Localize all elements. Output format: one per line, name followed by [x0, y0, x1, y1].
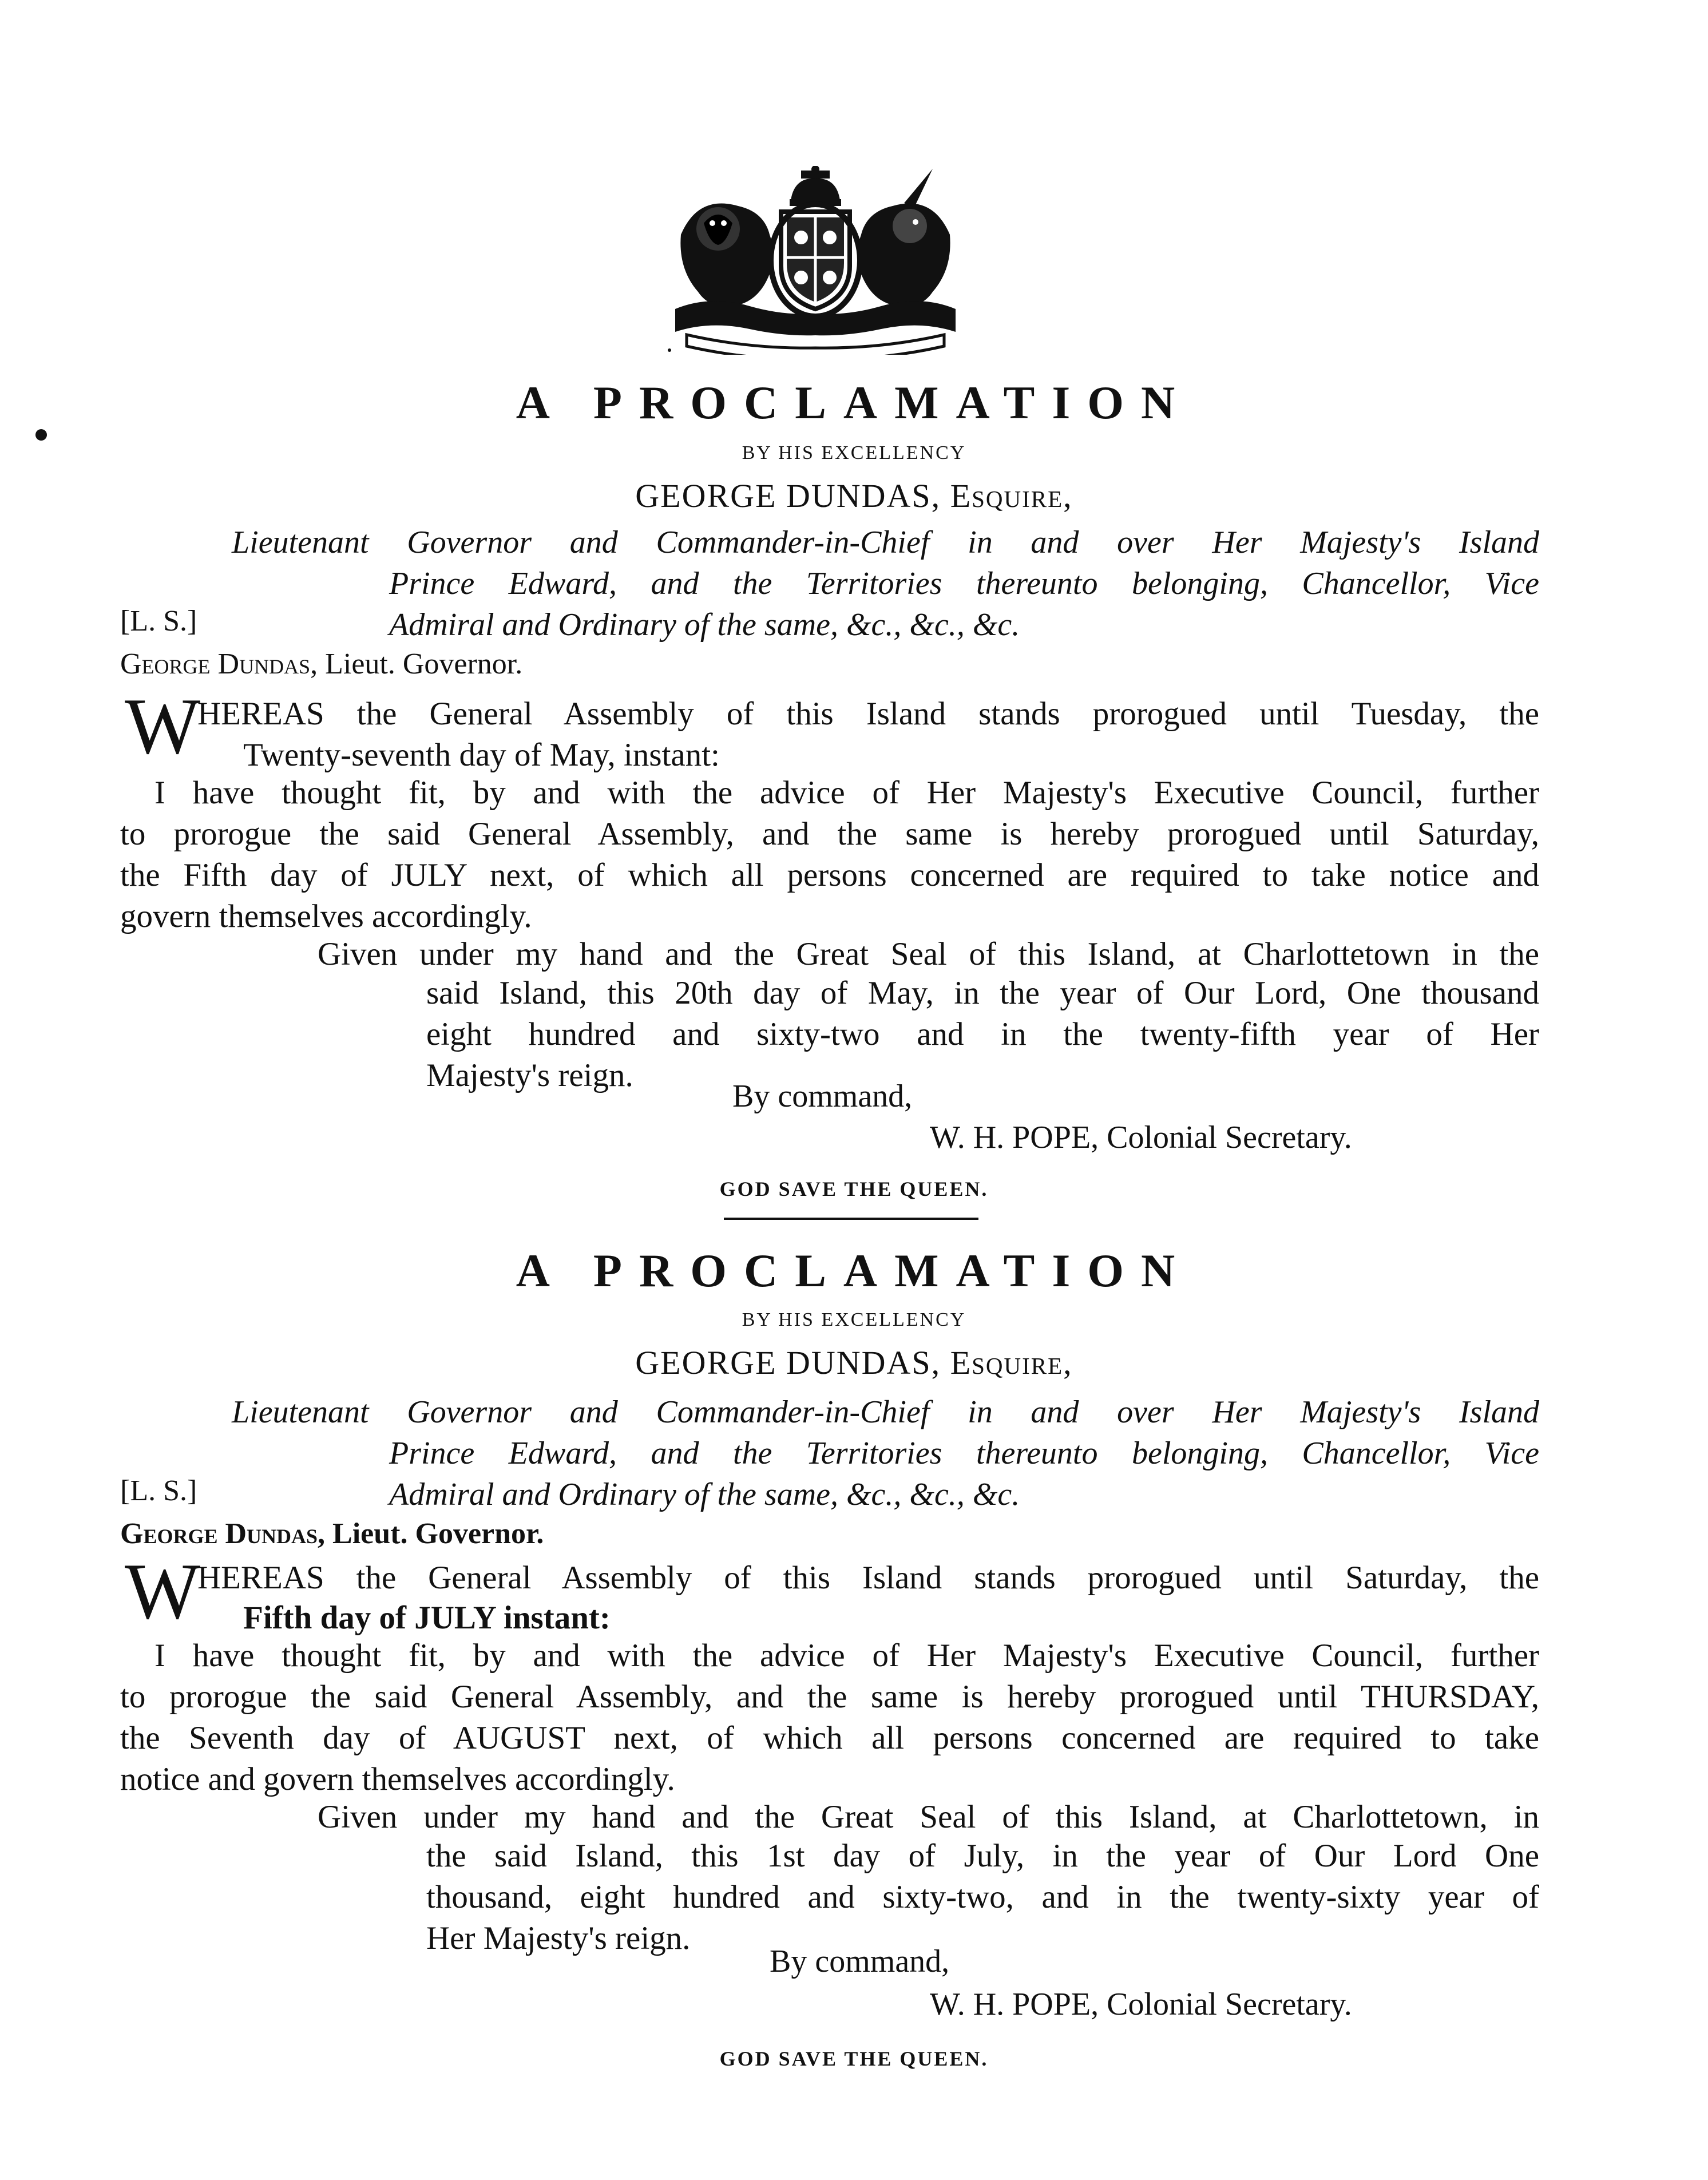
whereas-clause-cont — [243, 1598, 1539, 1639]
titles-line: Admiral and Ordinary of the same, &c., &c., &c. — [389, 607, 1020, 643]
governor-signature — [120, 1519, 544, 1549]
by-command: By command, — [770, 1944, 950, 1979]
body-line: the Seventh day of AUGUST next, of which all persons concerned are required to take — [120, 1720, 1539, 1756]
by-his-excellency: BY HIS EXCELLENCY — [742, 1309, 966, 1330]
given-line: Given under my hand and the Great Seal of this Island, at Charlottetown in the — [318, 936, 1539, 972]
governor-name — [0, 479, 1708, 513]
body-line: I have thought fit, by and with the advice of Her Majesty's Executive Council, further — [154, 1638, 1539, 1674]
whereas-line: Twenty-seventh day of May, instant: — [243, 737, 720, 773]
proclamation-title: A PROCLAMATION — [516, 1244, 1192, 1297]
whereas-line: HEREAS the General Assembly of this Island stands prorogued until Tuesday, the — [197, 696, 1539, 732]
governor-signature — [120, 649, 522, 679]
given-under-hand-cont — [426, 1836, 1539, 1959]
prorogation-paragraph — [120, 772, 1539, 937]
colonial-secretary: W. H. POPE, Colonial Secretary. — [930, 1987, 1352, 2022]
given-line: eight hundred and sixty-two and in the twenty-fifth year of Her — [426, 1016, 1539, 1052]
governor-titles-cont — [389, 563, 1539, 645]
body-line: to prorogue the said General Assembly, and the same is hereby prorogued until Saturday, — [120, 816, 1539, 852]
whereas-line: HEREAS the General Assembly of this Island stands prorogued until Saturday, the — [197, 1560, 1539, 1596]
titles-line: Lieutenant Governor and Commander-in-Chief in and over Her Majesty's Island — [232, 525, 1539, 560]
print-speck — [35, 429, 47, 441]
titles-line: Prince Edward, and the Territories thereunto belonging, Chancellor, Vice — [389, 566, 1539, 601]
by-command: By command, — [732, 1079, 913, 1114]
seal-mark: [L. S.] — [120, 1475, 197, 1507]
whereas-clause — [197, 693, 1539, 735]
given-line: Given under my hand and the Great Seal of this Island, at Charlottetown, in — [318, 1799, 1539, 1835]
body-line: govern themselves accordingly. — [120, 898, 532, 934]
body-line: notice and govern themselves accordingly. — [120, 1761, 675, 1797]
titles-line: Admiral and Ordinary of the same, &c., &c., &c. — [389, 1477, 1020, 1512]
governor-name-suffix: Esquire, — [950, 1344, 1073, 1381]
given-line: Her Majesty's reign. — [426, 1920, 691, 1956]
given-line: thousand, eight hundred and sixty-two, and in the twenty-sixty year of — [426, 1879, 1539, 1915]
governor-name-suffix: Esquire, — [950, 477, 1073, 514]
drop-cap-w: W — [125, 682, 201, 771]
governor-name-main: GEORGE DUNDAS, — [635, 477, 941, 514]
signature-name: George Dundas, — [120, 1517, 326, 1550]
titles-line: Prince Edward, and the Territories thereunto belonging, Chancellor, Vice — [389, 1436, 1539, 1471]
signature-title: Lieut. Governor. — [325, 648, 523, 680]
given-line: the said Island, this 1st day of July, in the year of Our Lord One — [426, 1838, 1539, 1874]
given-line: said Island, this 20th day of May, in the year of Our Lord, One thousand — [426, 975, 1539, 1011]
drop-cap-w: W — [125, 1547, 201, 1636]
governor-titles-cont — [389, 1433, 1539, 1515]
body-line: I have thought fit, by and with the advice of Her Majesty's Executive Council, further — [154, 775, 1539, 811]
titles-line: Lieutenant Governor and Commander-in-Chief in and over Her Majesty's Island — [232, 1394, 1539, 1430]
given-under-hand-cont — [426, 973, 1539, 1096]
whereas-clause — [197, 1557, 1539, 1599]
seal-mark: [L. S.] — [120, 605, 197, 637]
prorogation-paragraph — [120, 1635, 1539, 1800]
given-under-hand — [318, 934, 1539, 975]
signature-title: Lieut. Governor. — [332, 1517, 544, 1550]
given-line: Majesty's reign. — [426, 1057, 633, 1093]
proclamation-title: A PROCLAMATION — [516, 376, 1192, 429]
section-divider — [724, 1218, 978, 1220]
colonial-secretary: W. H. POPE, Colonial Secretary. — [930, 1120, 1352, 1155]
whereas-line: Fifth day of JULY instant: — [243, 1600, 611, 1636]
royal-coat-of-arms-icon — [664, 166, 967, 355]
body-line: to prorogue the said General Assembly, and the same is hereby prorogued until THURSDAY, — [120, 1679, 1539, 1715]
governor-titles — [232, 1392, 1539, 1433]
governor-name — [0, 1346, 1708, 1380]
signature-name: George Dundas, — [120, 648, 318, 680]
body-line: the Fifth day of JULY next, of which all persons concerned are required to take notice and — [120, 857, 1539, 893]
governor-titles — [232, 522, 1539, 563]
given-under-hand — [318, 1797, 1539, 1838]
god-save-the-queen: GOD SAVE THE QUEEN. — [719, 2047, 989, 2070]
by-his-excellency: BY HIS EXCELLENCY — [742, 442, 966, 463]
whereas-clause-cont — [243, 735, 1539, 776]
god-save-the-queen: GOD SAVE THE QUEEN. — [719, 1178, 989, 1200]
governor-name-main: GEORGE DUNDAS, — [635, 1344, 941, 1381]
